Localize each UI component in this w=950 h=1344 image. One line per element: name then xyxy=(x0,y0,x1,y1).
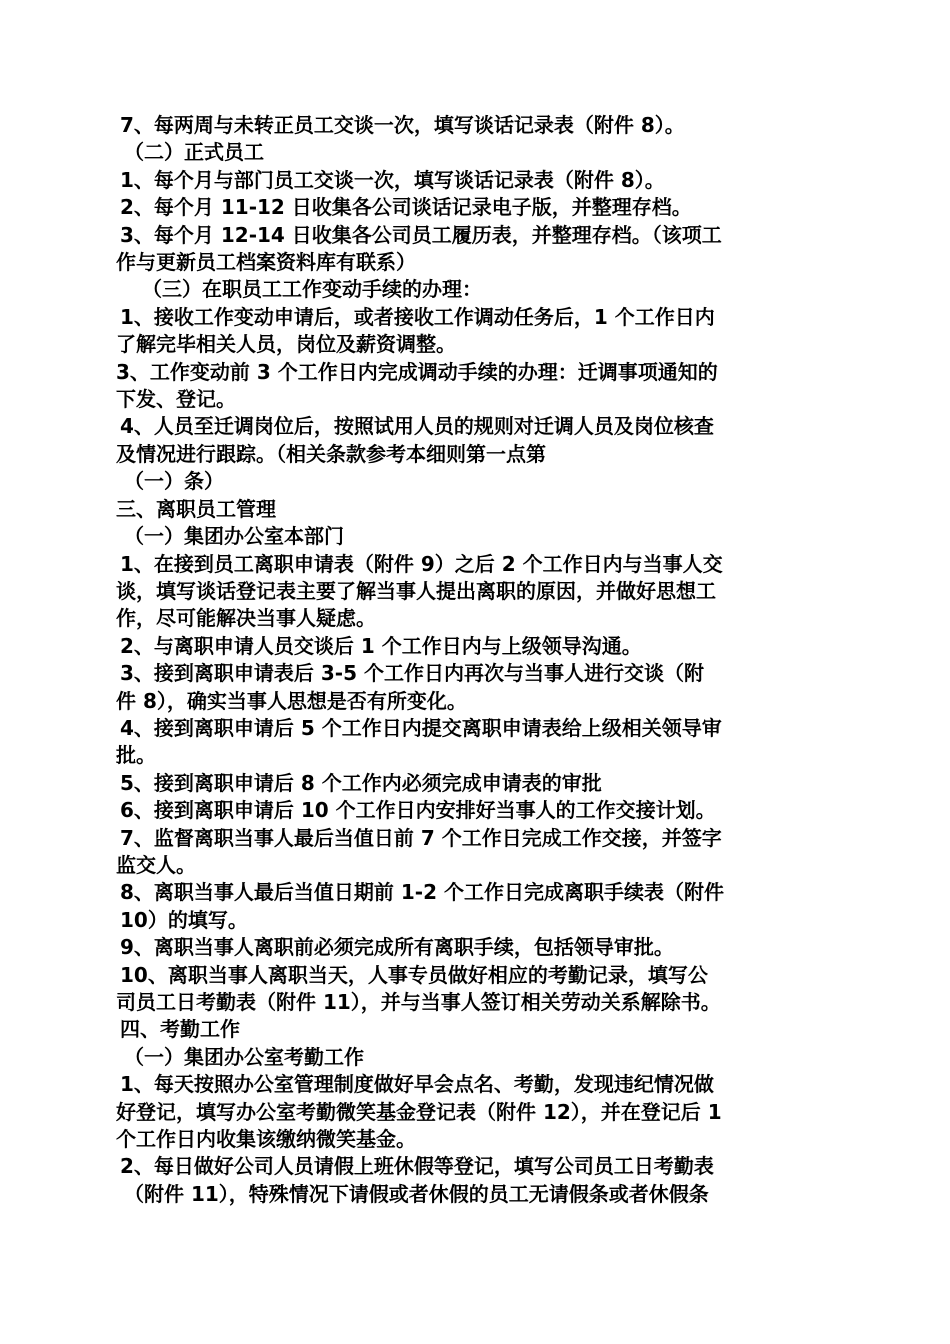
text-line: 9、离职当事人离职前必须完成所有离职手续，包括领导审批。 xyxy=(120,935,674,960)
text-line: 5、接到离职申请后 8 个工作内必须完成申请表的审批 xyxy=(120,770,602,795)
text-line: 作，尽可能解决当事人疑虑。 xyxy=(116,606,376,631)
text-line: 2、与离职申请人员交谈后 1 个工作日内与上级领导沟通。 xyxy=(120,633,642,658)
section-heading: （二）正式员工 xyxy=(124,140,264,165)
text-line: 1、每天按照办公室管理制度做好早会点名、考勤，发现违纪情况做 xyxy=(120,1072,714,1097)
section-heading: 三、离职员工管理 xyxy=(116,496,276,521)
text-line: 1、接收工作变动申请后，或者接收工作调动任务后，1 个工作日内 xyxy=(120,304,715,329)
text-line: 监交人。 xyxy=(116,852,196,877)
text-line: 7、每两周与未转正员工交谈一次，填写谈话记录表（附件 8）。 xyxy=(120,113,685,137)
text-line: 了解完毕相关人员，岗位及薪资调整。 xyxy=(116,332,456,357)
text-line: 作与更新员工档案资料库有联系） xyxy=(116,250,416,275)
text-line: 10、离职当事人离职当天，人事专员做好相应的考勤记录，填写公 xyxy=(120,962,708,987)
text-line: 2、每个月 11-12 日收集各公司谈话记录电子版，并整理存档。 xyxy=(120,195,692,220)
text-line: 10）的填写。 xyxy=(120,907,248,932)
text-line: 3、接到离职申请表后 3-5 个工作日内再次与当事人进行交谈（附 xyxy=(120,661,704,686)
section-heading: （一）集团办公室本部门 xyxy=(124,524,344,549)
document-body xyxy=(116,112,838,1208)
text-line: 3、工作变动前 3 个工作日内完成调动手续的办理：迁调事项通知的 xyxy=(116,359,718,384)
text-line: 下发、登记。 xyxy=(116,387,236,412)
text-line: 3、每个月 12-14 日收集各公司员工履历表，并整理存档。（该项工 xyxy=(120,222,722,247)
text-line: 1、在接到员工离职申请表（附件 9）之后 2 个工作日内与当事人交 xyxy=(120,551,723,576)
text-line: 及情况进行跟踪。（相关条款参考本细则第一点第 xyxy=(116,441,546,466)
text-line: 个工作日内收集该缴纳微笑基金。 xyxy=(116,1127,416,1152)
text-line: 好登记，填写办公室考勤微笑基金登记表（附件 12），并在登记后 1 xyxy=(116,1099,722,1124)
text-line: 谈，填写谈话登记表主要了解当事人提出离职的原因，并做好思想工 xyxy=(116,578,716,603)
text-line: （附件 11），特殊情况下请假或者休假的员工无请假条或者休假条 xyxy=(124,1181,709,1206)
section-heading: （一）集团办公室考勤工作 xyxy=(124,1044,364,1069)
text-line: 1、每个月与部门员工交谈一次，填写谈话记录表（附件 8）。 xyxy=(120,167,665,192)
text-line: 司员工日考勤表（附件 11），并与当事人签订相关劳动关系解除书。 xyxy=(116,990,721,1014)
section-heading: （三）在职员工工作变动手续的办理： xyxy=(142,277,482,302)
text-line: 6、接到离职申请后 10 个工作日内安排好当事人的工作交接计划。 xyxy=(120,798,716,823)
text-line: 批。 xyxy=(116,743,156,768)
text-line: 4、人员至迁调岗位后，按照试用人员的规则对迁调人员及岗位核查 xyxy=(120,414,714,439)
text-line: 件 8），确实当事人思想是否有所变化。 xyxy=(116,688,467,713)
text-line: 8、离职当事人最后当值日期前 1-2 个工作日完成离职手续表（附件 xyxy=(120,880,724,905)
text-line: 7、监督离职当事人最后当值日前 7 个工作日完成工作交接，并签字 xyxy=(120,825,722,850)
section-heading: 四、考勤工作 xyxy=(120,1017,240,1042)
text-line: （一）条） xyxy=(124,469,224,494)
text-line: 2、每日做好公司人员请假上班休假等登记，填写公司员工日考勤表 xyxy=(120,1154,714,1179)
text-line: 4、接到离职申请后 5 个工作日内提交离职申请表给上级相关领导审 xyxy=(120,715,722,740)
